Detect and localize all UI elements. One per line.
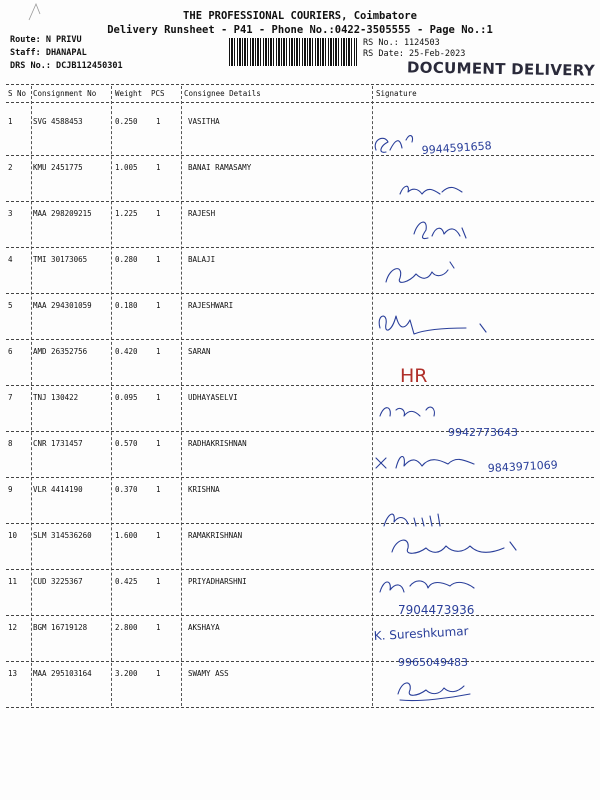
row-pcs: 1 bbox=[156, 301, 161, 310]
row-sno: 12 bbox=[8, 623, 18, 632]
drs-number: DRS No.: DCJB112450301 bbox=[10, 61, 123, 71]
row-weight: 0.370 bbox=[115, 485, 138, 494]
row-pcs: 1 bbox=[156, 531, 161, 540]
column-header-consignment: Consignment No bbox=[33, 89, 97, 98]
row-consignment: SVG 4588453 bbox=[33, 117, 83, 126]
row-consignment: CNR 1731457 bbox=[33, 439, 83, 448]
row-weight: 1.225 bbox=[115, 209, 138, 218]
row-sno: 7 bbox=[8, 393, 13, 402]
row-consignment: CUD 3225367 bbox=[33, 577, 83, 586]
row-weight: 0.280 bbox=[115, 255, 138, 264]
rs-date: RS Date: 25-Feb-2023 bbox=[363, 49, 466, 59]
route-label: Route: N PRIVU bbox=[10, 35, 82, 45]
row-weight: 1.600 bbox=[115, 531, 138, 540]
signature-row-1 bbox=[375, 136, 412, 153]
row-consignee: KRISHNA bbox=[188, 485, 220, 494]
column-header-pcs: PCS bbox=[151, 89, 165, 98]
row-consignee: UDHAYASELVI bbox=[188, 393, 238, 402]
row-consignment: MAA 295103164 bbox=[33, 669, 92, 678]
row-consignee: RAJESHWARI bbox=[188, 301, 234, 310]
handwritten-phone-1: 9944591658 bbox=[421, 139, 493, 157]
row-consignee: AKSHAYA bbox=[188, 623, 220, 632]
row-consignee: SARAN bbox=[188, 347, 211, 356]
row-weight: 0.425 bbox=[115, 577, 138, 586]
divider bbox=[6, 102, 594, 103]
row-weight: 0.420 bbox=[115, 347, 138, 356]
row-consignee: RAMAKRISHNAN bbox=[188, 531, 243, 540]
signature-row-10 bbox=[392, 540, 516, 553]
row-consignment: TNJ 130422 bbox=[33, 393, 79, 402]
handwritten-phone-7: 9942773643 bbox=[448, 426, 518, 439]
row-pcs: 1 bbox=[156, 255, 161, 264]
column-header-sno: S No bbox=[8, 89, 27, 98]
row-consignee: RADHAKRISHNAN bbox=[188, 439, 247, 448]
row-consignment: KMU 2451775 bbox=[33, 163, 83, 172]
row-pcs: 1 bbox=[156, 347, 161, 356]
divider bbox=[6, 84, 594, 85]
column-header-signature: Signature bbox=[376, 89, 417, 98]
signature-column bbox=[370, 110, 598, 710]
row-consignee: BANAI RAMASAMY bbox=[188, 163, 252, 172]
signature-row-5 bbox=[379, 316, 486, 334]
row-pcs: 1 bbox=[156, 117, 161, 126]
rs-number: RS No.: 1124503 bbox=[363, 38, 440, 48]
row-consignment: VLR 4414190 bbox=[33, 485, 83, 494]
row-sno: 3 bbox=[8, 209, 13, 218]
row-pcs: 1 bbox=[156, 577, 161, 586]
row-sno: 5 bbox=[8, 301, 13, 310]
row-pcs: 1 bbox=[156, 669, 161, 678]
barcode bbox=[229, 38, 357, 66]
column-header-weight: Weight bbox=[115, 89, 143, 98]
signature-row-9 bbox=[384, 514, 440, 526]
row-weight: 0.095 bbox=[115, 393, 138, 402]
handwritten-phone-11: 7904473936 bbox=[398, 603, 475, 617]
signature-row-11 bbox=[380, 581, 474, 592]
row-pcs: 1 bbox=[156, 209, 161, 218]
row-consignment: SLM 314536260 bbox=[33, 531, 92, 540]
signature-row-4 bbox=[386, 262, 454, 282]
row-weight: 1.005 bbox=[115, 163, 138, 172]
row-consignment: AMD 26352756 bbox=[33, 347, 88, 356]
row-consignment: MAA 298209215 bbox=[33, 209, 92, 218]
row-consignee: VASITHA bbox=[188, 117, 220, 126]
row-consignment: BGM 16719128 bbox=[33, 623, 88, 632]
row-weight: 0.250 bbox=[115, 117, 138, 126]
row-consignee: RAJESH bbox=[188, 209, 216, 218]
row-sno: 1 bbox=[8, 117, 13, 126]
row-sno: 6 bbox=[8, 347, 13, 356]
signature-scribbles bbox=[370, 110, 598, 710]
row-pcs: 1 bbox=[156, 439, 161, 448]
row-weight: 2.800 bbox=[115, 623, 138, 632]
row-sno: 2 bbox=[8, 163, 13, 172]
handwritten-initials-6: HR bbox=[400, 365, 428, 387]
row-consignment: MAA 294301059 bbox=[33, 301, 92, 310]
row-pcs: 1 bbox=[156, 163, 161, 172]
row-consignment: TMI 30173065 bbox=[33, 255, 88, 264]
staff-label: Staff: DHANAPAL bbox=[10, 48, 87, 58]
handwritten-phone-12: 9965049483 bbox=[398, 656, 468, 669]
row-consignee: SWAMY ASS bbox=[188, 669, 229, 678]
row-sno: 13 bbox=[8, 669, 18, 678]
handwritten-phone-8: 9843971069 bbox=[487, 458, 559, 475]
row-sno: 8 bbox=[8, 439, 13, 448]
signature-row-2 bbox=[400, 186, 462, 194]
row-sno: 10 bbox=[8, 531, 18, 540]
row-consignee: BALAJI bbox=[188, 255, 216, 264]
signature-row-7 bbox=[380, 407, 434, 416]
row-pcs: 1 bbox=[156, 485, 161, 494]
signature-row-3 bbox=[414, 222, 466, 238]
row-weight: 3.200 bbox=[115, 669, 138, 678]
row-sno: 9 bbox=[8, 485, 13, 494]
document-delivery-stamp: DOCUMENT DELIVERY bbox=[406, 58, 596, 80]
handwritten-name-12: K. Sureshkumar bbox=[373, 624, 469, 643]
row-consignee: PRIYADHARSHNI bbox=[188, 577, 247, 586]
row-weight: 0.180 bbox=[115, 301, 138, 310]
row-pcs: 1 bbox=[156, 623, 161, 632]
signature-row-13 bbox=[398, 683, 470, 701]
signature-row-8 bbox=[376, 457, 474, 469]
column-header-consignee: Consignee Details bbox=[184, 89, 261, 98]
row-sno: 4 bbox=[8, 255, 13, 264]
company-title: THE PROFESSIONAL COURIERS, Coimbatore bbox=[183, 10, 417, 22]
row-weight: 0.570 bbox=[115, 439, 138, 448]
runsheet-subtitle: Delivery Runsheet - P41 - Phone No.:0422-3505555 - Page No.:1 bbox=[107, 24, 493, 36]
row-pcs: 1 bbox=[156, 393, 161, 402]
row-sno: 11 bbox=[8, 577, 18, 586]
